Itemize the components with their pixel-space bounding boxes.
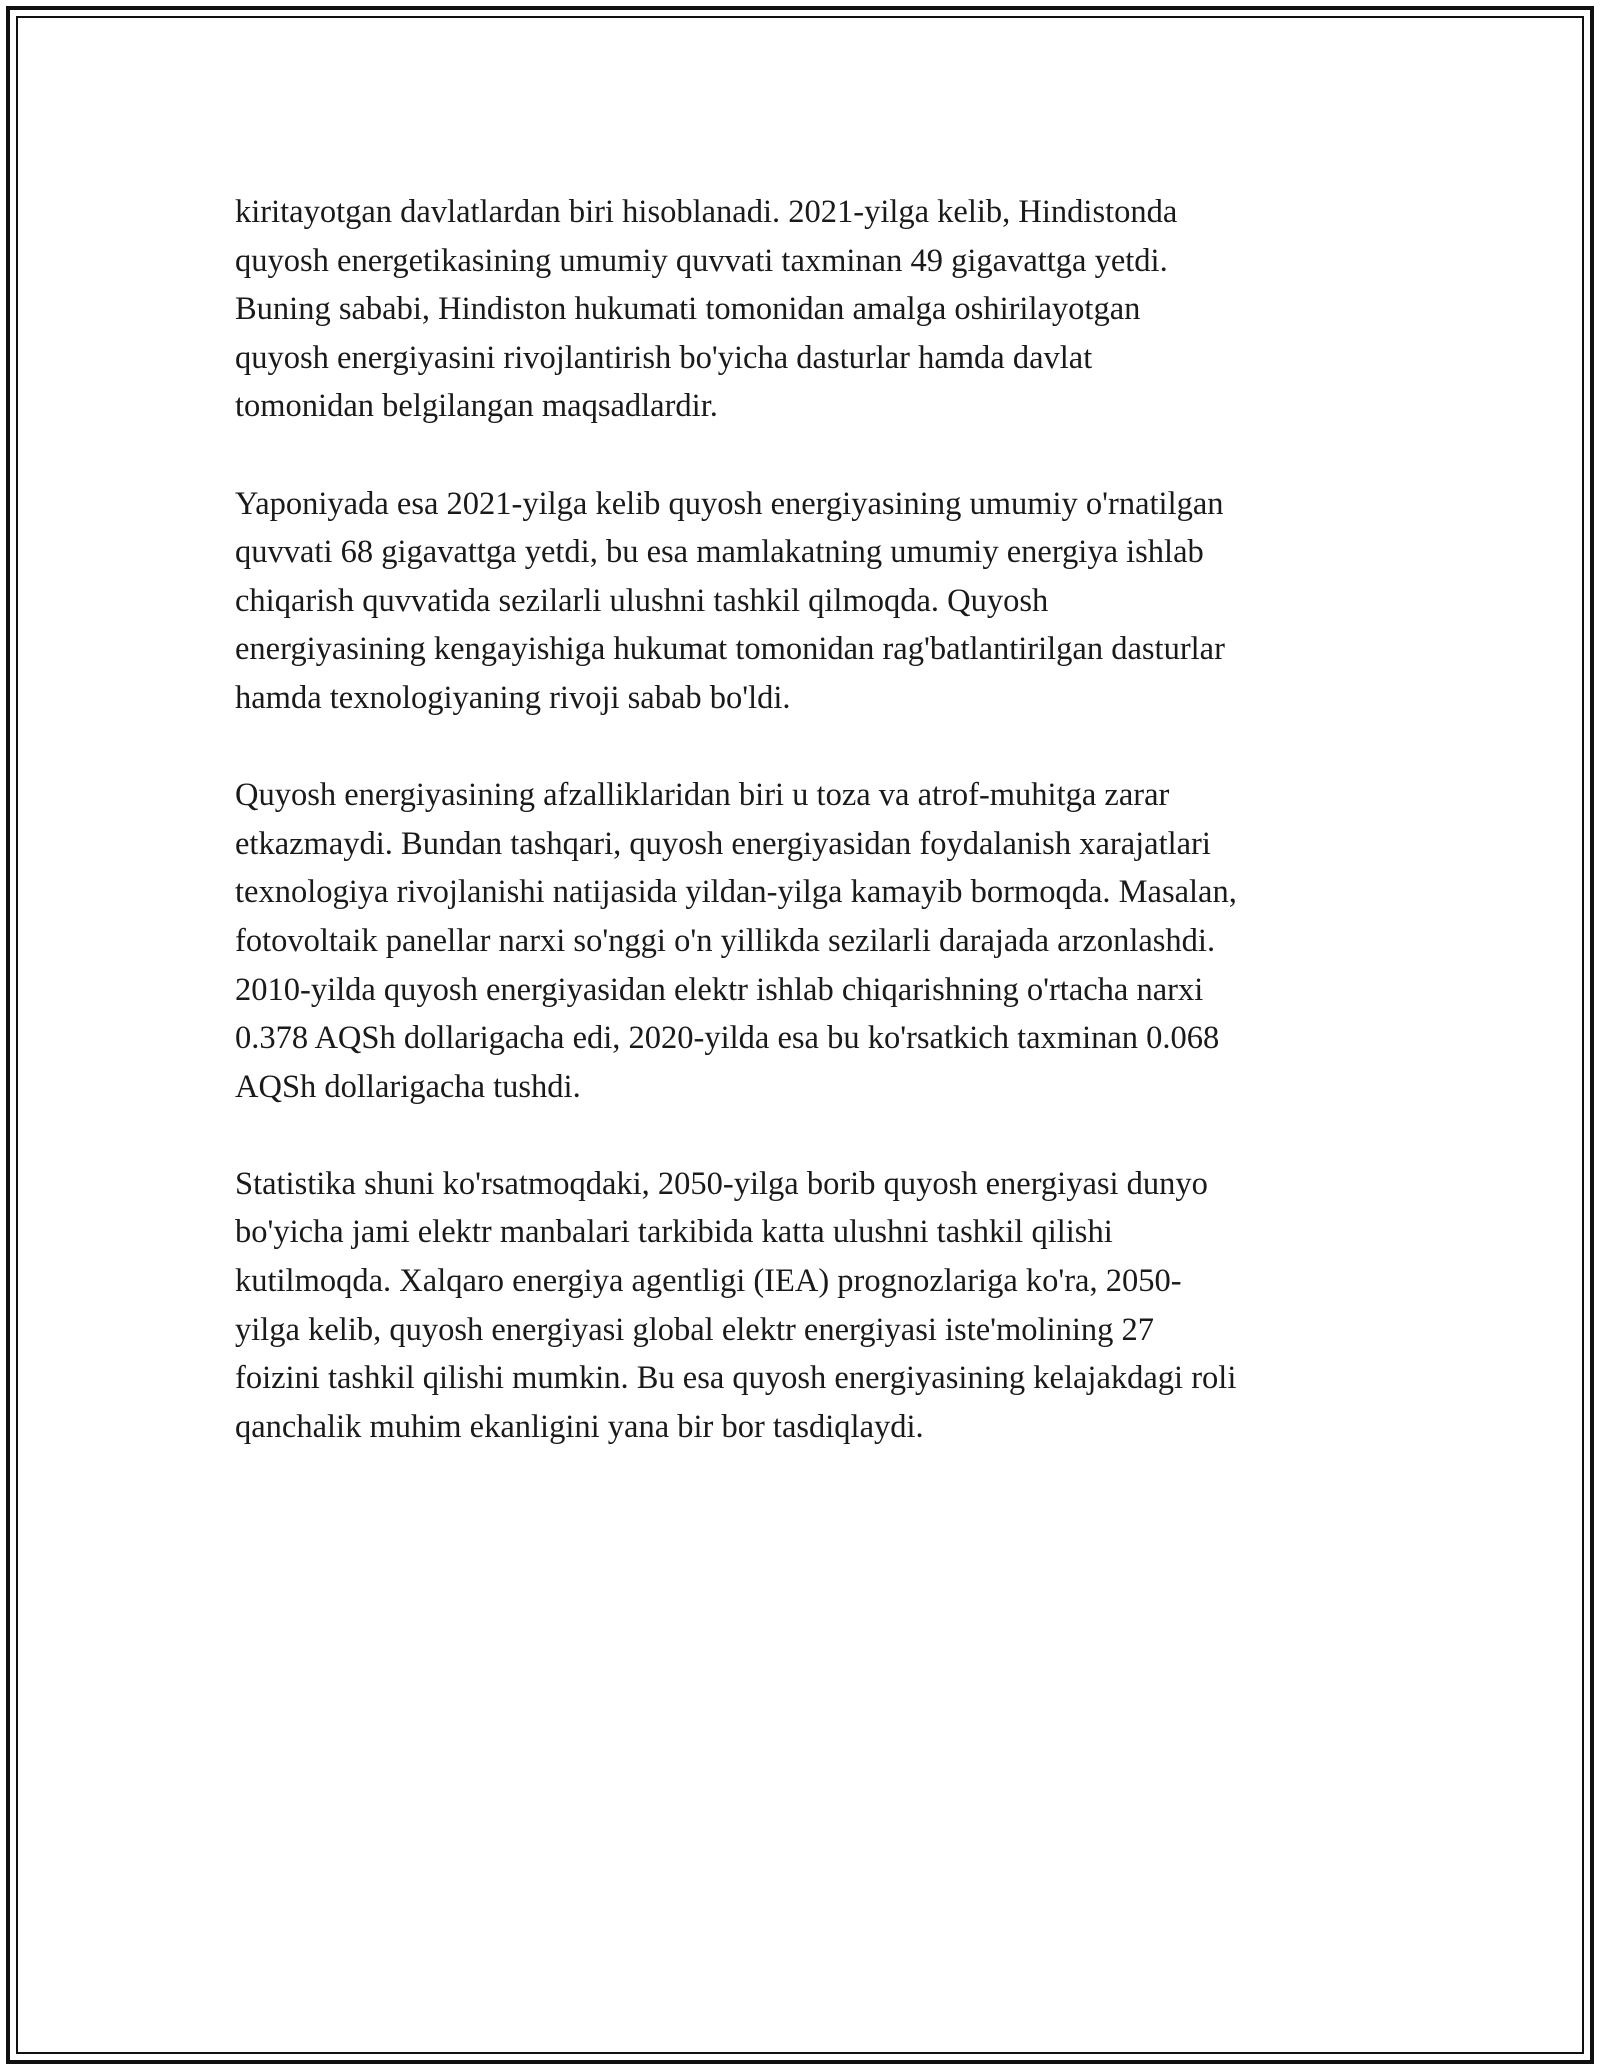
paragraph-japan-solar: Yaponiyada esa 2021-yilga kelib quyosh energiyasining umumiy o'rnatilgan quvvati 68 gigavattga yetdi, bu esa mamlakatning umumiy energiya ishlab chiqarish quvvatida sezilarli ulushni tashkil qilmoqda. Quyosh energiyasining kengayishiga hukumat tomonidan rag'batlantirilgan dasturlar hamda texnologiyaning rivoji sabab bo'ldi. [235, 485, 1225, 716]
paragraph-india-solar: kiritayotgan davlatlardan biri hisoblanadi. 2021-yilga kelib, Hindistonda quyosh energetikasining umumiy quvvati taxminan 49 gigavattga yetdi. Buning sababi, Hindiston hukumati tomonidan amalga oshirilayotgan quyosh energiyasini rivojlantirish bo'yicha dasturlar hamda davlat tomonidan belgilangan maqsadlardir. [235, 194, 1178, 425]
document-body [235, 188, 1375, 1500]
paragraph-solar-advantages: Quyosh energiyasining afzalliklaridan biri u toza va atrof-muhitga zarar etkazmaydi. Bundan tashqari, quyosh energiyasidan foydalanish xarajatlari texnologiya rivojlanishi natijasida yildan-yilga kamayib bormoqda. Masalan, fotovoltaik panellar narxi so'nggi o'n yillikda sezilarli darajada arzonlashdi. 2010-yilda quyosh energiyasidan elektr ishlab chiqarishning o'rtacha narxi 0.378 AQSh dollarigacha edi, 2020-yilda esa bu ko'rsatkich taxminan 0.068 AQSh dollarigacha tushdi. [235, 777, 1237, 1105]
paragraph-statistics-forecast: Statistika shuni ko'rsatmoqdaki, 2050-yilga borib quyosh energiyasi dunyo bo'yicha jami elektr manbalari tarkibida katta ulushni tashkil qilishi kutilmoqda. Xalqaro energiya agentligi (IEA) prognozlariga ko'ra, 2050- yilga kelib, quyosh energiyasi global elektr energiyasi iste'molining 27 foizini tashkil qilishi mumkin. Bu esa quyosh energiyasining kelajakdagi roli qanchalik muhim ekanligini yana bir bor tasdiqlaydi. [235, 1165, 1237, 1445]
